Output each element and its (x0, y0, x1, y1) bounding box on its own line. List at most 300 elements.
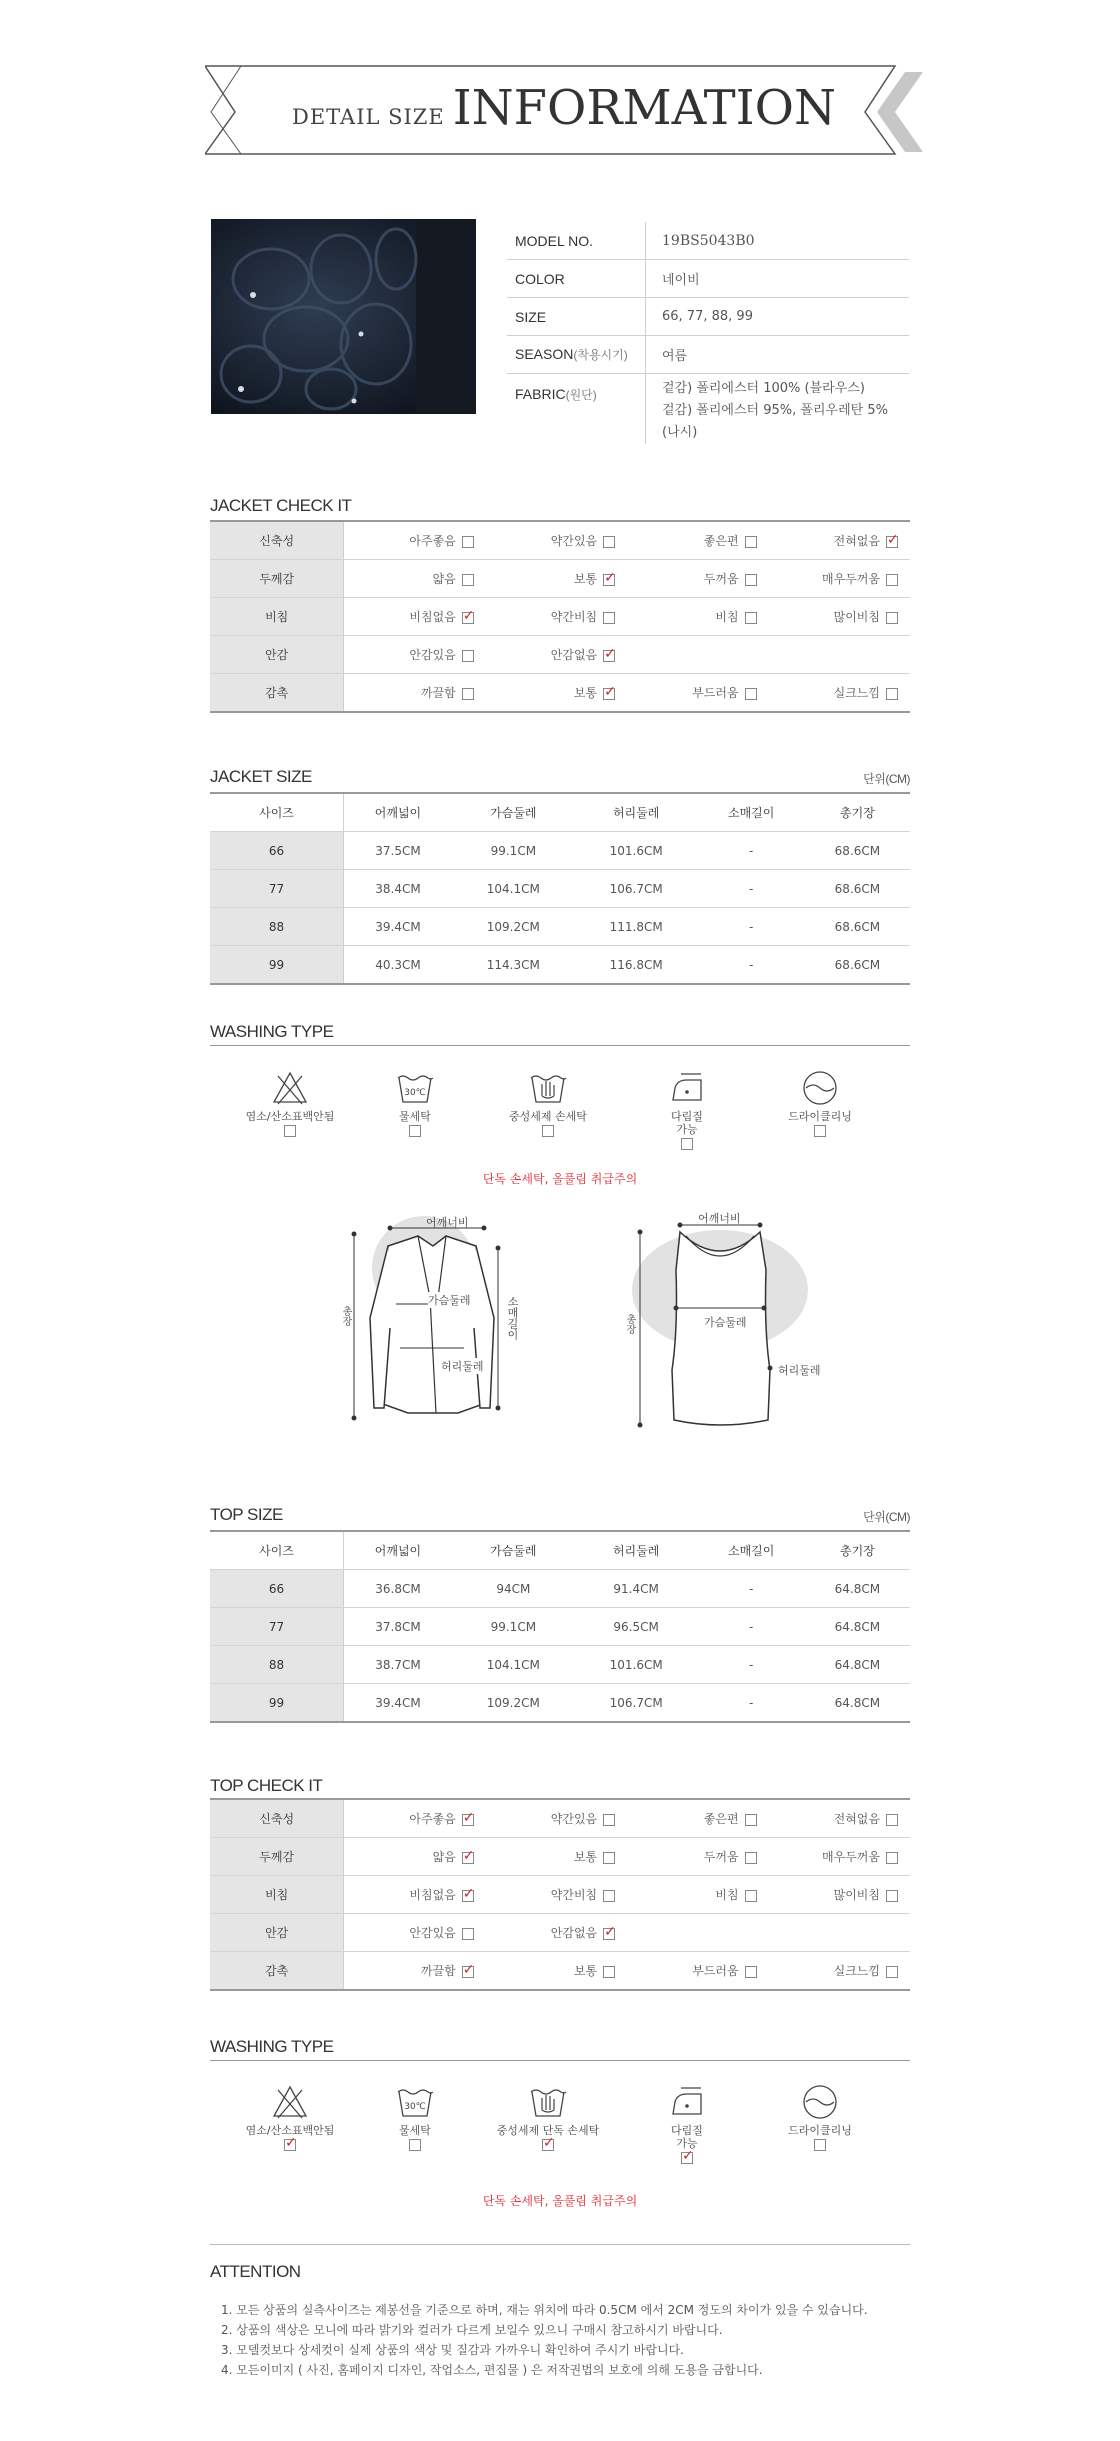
wash-label: 드라이클리닝 (788, 1110, 852, 1123)
check-option-label: 실크느낌 (833, 1964, 880, 1978)
checkbox[interactable] (462, 688, 474, 700)
washing-notice-2: 단독 손세탁, 올풀림 취급주의 (482, 2194, 638, 2208)
check-option (486, 521, 627, 560)
info-value: 네이비 (646, 260, 910, 298)
size-cell: 38.7CM (344, 1646, 452, 1684)
wash-item (493, 1068, 603, 1137)
iron-icon (632, 2082, 742, 2122)
check-option-label: 비침없음 (409, 610, 456, 624)
size-header-cell: 어깨넓이 (344, 793, 452, 832)
size-header-cell: 가슴둘레 (452, 1531, 575, 1570)
check-option-label: 안감있음 (409, 648, 456, 662)
check-option (486, 1838, 627, 1876)
check-category: 비침 (210, 1876, 344, 1914)
check-option (769, 1952, 910, 1991)
top-size-table (210, 1530, 910, 1723)
check-row (210, 1838, 910, 1876)
check-option-label: 보통 (573, 1850, 598, 1864)
svg-text:30℃: 30℃ (404, 1088, 426, 1098)
banner-main-title: INFORMATION (452, 80, 836, 136)
size-cell: 66 (210, 832, 344, 870)
checkbox[interactable] (603, 536, 615, 548)
size-cell: - (698, 946, 805, 985)
jacket-chest-label: 가슴둘레 (428, 1294, 471, 1307)
info-key: COLOR (507, 260, 646, 298)
check-option-label: 약간비침 (550, 1888, 598, 1902)
check-option-label: 안감없음 (550, 648, 598, 662)
size-header-cell: 총기장 (805, 793, 910, 832)
size-header-cell: 소매길이 (698, 793, 805, 832)
product-photo (211, 219, 476, 414)
size-header-cell: 사이즈 (210, 1531, 344, 1570)
size-cell: 104.1CM (452, 870, 575, 908)
check-option (486, 636, 627, 674)
checkbox[interactable] (603, 612, 615, 624)
hand-wash-icon (493, 2082, 603, 2122)
washing-type-title: WASHING TYPE (210, 1022, 334, 1041)
wash-checkbox[interactable] (284, 1125, 296, 1137)
check-option-label: 두꺼움 (703, 1850, 739, 1864)
check-category: 안감 (210, 636, 344, 674)
size-cell: 91.4CM (575, 1570, 698, 1608)
checkbox[interactable] (886, 1852, 898, 1864)
top-diagram (620, 1210, 830, 1450)
wash-label: 염소/산소표백안됨 (245, 1110, 335, 1123)
check-option-label: 많이비침 (833, 1888, 880, 1902)
check-category: 감촉 (210, 674, 344, 713)
size-cell: 64.8CM (805, 1570, 910, 1608)
size-cell: 39.4CM (344, 908, 452, 946)
check-option-label: 매우두꺼움 (822, 572, 880, 586)
info-row-model (507, 222, 909, 260)
wash-item (235, 2082, 345, 2151)
size-cell: 88 (210, 908, 344, 946)
attention-item: 3. 모델컷보다 상세컷이 실제 상품의 색상 및 질감과 가까우니 확인하여 주시기 바랍니다. (221, 2343, 684, 2357)
size-row (210, 1684, 910, 1723)
check-row (210, 674, 910, 713)
check-option-label: 보통 (573, 686, 598, 700)
check-category: 신축성 (210, 521, 344, 560)
checkbox[interactable] (603, 1928, 615, 1940)
check-row (210, 1952, 910, 1991)
check-option-label: 얇음 (432, 1850, 456, 1864)
size-cell: 38.4CM (344, 870, 452, 908)
size-header-cell: 사이즈 (210, 793, 344, 832)
check-row (210, 636, 910, 674)
banner-subtitle: DETAIL SIZE (292, 105, 445, 129)
check-option (769, 560, 910, 598)
attention-item: 2. 상품의 색상은 모니에 따라 밝기와 컬러가 다르게 보일수 있으니 구매시 참고하시기 바랍니다. (221, 2323, 723, 2337)
check-option (486, 1952, 627, 1991)
check-option (769, 674, 910, 713)
divider (210, 2244, 910, 2245)
wash-checkbox[interactable] (681, 1138, 693, 1150)
check-option-label: 약간있음 (550, 1812, 598, 1826)
wash-checkbox[interactable] (542, 1125, 554, 1137)
check-option-label: 비침없음 (409, 1888, 456, 1902)
check-option-label: 약간있음 (550, 534, 598, 548)
wash-label: 다림질 가능 (671, 1110, 703, 1136)
size-cell: 88 (210, 1646, 344, 1684)
size-cell: 64.8CM (805, 1684, 910, 1723)
top-length-label: 총장 (624, 1314, 635, 1334)
checkbox[interactable] (745, 536, 757, 548)
banner (205, 62, 923, 160)
check-option-label: 두꺼움 (703, 572, 739, 586)
check-option-label: 안감있음 (409, 1926, 456, 1940)
checkbox[interactable] (745, 612, 757, 624)
size-row (210, 908, 910, 946)
check-option-label: 비침 (715, 1888, 739, 1902)
size-cell: - (698, 908, 805, 946)
wash-checkbox[interactable] (814, 1125, 826, 1137)
attention-title: ATTENTION (210, 2262, 301, 2281)
size-cell: 106.7CM (575, 870, 698, 908)
jacket-check-title: JACKET CHECK IT (210, 496, 352, 515)
jacket-shoulder-label: 어깨너비 (426, 1216, 469, 1229)
check-option (344, 1914, 486, 1952)
info-key: SIZE (507, 298, 646, 336)
size-row (210, 870, 910, 908)
top-check-title: TOP CHECK IT (210, 1776, 323, 1795)
checkbox[interactable] (745, 1966, 757, 1978)
check-option (769, 521, 910, 560)
wash-item (632, 1068, 742, 1150)
check-option (627, 560, 768, 598)
check-option-label: 좋은편 (703, 1812, 739, 1826)
size-cell: - (698, 1570, 805, 1608)
checkbox[interactable] (462, 612, 474, 624)
check-option (627, 636, 768, 674)
check-option-label: 보통 (573, 572, 598, 586)
size-cell: 96.5CM (575, 1608, 698, 1646)
jacket-waist-label: 허리둘레 (441, 1360, 484, 1373)
checkbox[interactable] (886, 688, 898, 700)
check-row (210, 560, 910, 598)
size-cell: 109.2CM (452, 1684, 575, 1723)
size-cell: 36.8CM (344, 1570, 452, 1608)
check-option (627, 1838, 768, 1876)
top-size-heading (210, 1505, 910, 1525)
checkbox[interactable] (745, 1814, 757, 1826)
info-key: MODEL NO. (507, 222, 646, 260)
checkbox[interactable] (462, 1890, 474, 1902)
wash-checkbox[interactable] (409, 2139, 421, 2151)
size-cell: 101.6CM (575, 832, 698, 870)
banner-title (205, 80, 923, 136)
wash-checkbox[interactable] (284, 2139, 296, 2151)
size-cell: 68.6CM (805, 870, 910, 908)
check-option-label: 매우두꺼움 (822, 1850, 880, 1864)
check-category: 신축성 (210, 1799, 344, 1838)
wash-item (235, 1068, 345, 1137)
jacket-size-heading (210, 767, 910, 787)
size-cell: 77 (210, 1608, 344, 1646)
check-option (486, 598, 627, 636)
wash-item (765, 2082, 875, 2151)
check-option (344, 1952, 486, 1991)
checkbox[interactable] (462, 650, 474, 662)
size-header-cell: 허리둘레 (575, 793, 698, 832)
top-shoulder-label: 어깨너비 (698, 1212, 741, 1225)
size-cell: 64.8CM (805, 1608, 910, 1646)
divider (210, 2060, 910, 2061)
check-row (210, 598, 910, 636)
check-option-label: 많이비침 (833, 610, 880, 624)
divider (210, 1045, 910, 1046)
jacket-length-label: 총장 (340, 1306, 351, 1326)
size-cell: 99 (210, 946, 344, 985)
washing-notice: 단독 손세탁, 올풀림 취급주의 (482, 1172, 638, 1186)
checkbox[interactable] (886, 1966, 898, 1978)
checkbox[interactable] (462, 1852, 474, 1864)
size-cell: 37.8CM (344, 1608, 452, 1646)
jacket-size-title: JACKET SIZE (210, 767, 312, 786)
check-option (344, 674, 486, 713)
check-category: 두께감 (210, 560, 344, 598)
check-option (769, 1799, 910, 1838)
checkbox[interactable] (603, 1890, 615, 1902)
check-option (627, 674, 768, 713)
size-cell: - (698, 832, 805, 870)
size-row (210, 832, 910, 870)
checkbox[interactable] (886, 574, 898, 586)
checkbox[interactable] (462, 1928, 474, 1940)
wash-label: 물세탁 (399, 1110, 431, 1123)
size-header-row (210, 793, 910, 832)
size-cell: 66 (210, 1570, 344, 1608)
size-header-row (210, 1531, 910, 1570)
check-option (769, 598, 910, 636)
size-row (210, 1646, 910, 1684)
checkbox[interactable] (462, 536, 474, 548)
check-row (210, 1914, 910, 1952)
info-value: 19BS5043B0 (646, 222, 910, 260)
attention-item: 4. 모든이미지 ( 사진, 홈페이지 디자인, 작업소스, 편집물 ) 은 저작권법의 보호에 의해 도용을 금합니다. (221, 2363, 763, 2377)
check-row (210, 521, 910, 560)
top-check-table (210, 1798, 910, 1991)
size-cell: - (698, 1684, 805, 1723)
size-cell: 39.4CM (344, 1684, 452, 1723)
check-option (627, 521, 768, 560)
size-header-cell: 허리둘레 (575, 1531, 698, 1570)
check-option-label: 아주좋음 (409, 534, 456, 548)
checkbox[interactable] (603, 1966, 615, 1978)
checkbox[interactable] (745, 1890, 757, 1902)
check-option (486, 1914, 627, 1952)
size-row (210, 946, 910, 985)
check-option-label: 실크느낌 (833, 686, 880, 700)
jacket-size-table (210, 792, 910, 985)
size-header-cell: 어깨넓이 (344, 1531, 452, 1570)
top-size-unit: 단위(CM) (863, 1510, 910, 1524)
checkbox[interactable] (886, 1814, 898, 1826)
wash-checkbox[interactable] (542, 2139, 554, 2151)
jacket-size-unit: 단위(CM) (863, 772, 910, 786)
check-option (344, 636, 486, 674)
checkbox[interactable] (603, 650, 615, 662)
checkbox[interactable] (745, 688, 757, 700)
size-cell: 101.6CM (575, 1646, 698, 1684)
size-cell: 94CM (452, 1570, 575, 1608)
jacket-diagram (338, 1208, 578, 1448)
no-bleach-icon (235, 2082, 345, 2122)
check-option (769, 1914, 910, 1952)
wash-item (765, 1068, 875, 1137)
check-option (769, 1876, 910, 1914)
size-cell: 64.8CM (805, 1646, 910, 1684)
checkbox[interactable] (886, 612, 898, 624)
info-row-size (507, 298, 909, 336)
size-cell: 104.1CM (452, 1646, 575, 1684)
size-cell: 40.3CM (344, 946, 452, 985)
check-option-label: 보통 (573, 1964, 598, 1978)
size-header-cell: 소매길이 (698, 1531, 805, 1570)
check-option-label: 부드러움 (692, 686, 739, 700)
check-option-label: 부드러움 (692, 1964, 739, 1978)
wash-checkbox[interactable] (681, 2152, 693, 2164)
wash-30-icon (360, 1068, 470, 1108)
check-category: 두께감 (210, 1838, 344, 1876)
size-header-cell: 가슴둘레 (452, 793, 575, 832)
wash-label: 중성세제 단독 손세탁 (496, 2124, 600, 2137)
product-info-table (507, 222, 909, 444)
size-cell: 116.8CM (575, 946, 698, 985)
checkbox[interactable] (745, 574, 757, 586)
checkbox[interactable] (886, 536, 898, 548)
size-cell: 68.6CM (805, 946, 910, 985)
check-option-label: 까끌함 (420, 1964, 456, 1978)
jacket-sleeve-label: 소매길이 (506, 1296, 519, 1340)
size-row (210, 1570, 910, 1608)
check-option (344, 521, 486, 560)
info-key: FABRIC(원단) (507, 374, 646, 445)
check-option-label: 약간비침 (550, 610, 598, 624)
size-header-cell: 총기장 (805, 1531, 910, 1570)
check-option-label: 전혀없음 (833, 534, 880, 548)
checkbox[interactable] (603, 1814, 615, 1826)
check-option (486, 1799, 627, 1838)
attention-item: 1. 모든 상품의 실측사이즈는 제봉선을 기준으로 하며, 재는 위치에 따라 0.5CM 에서 2CM 정도의 차이가 있을 수 있습니다. (221, 2303, 868, 2317)
size-cell: 68.6CM (805, 908, 910, 946)
hand-wash-icon (493, 1068, 603, 1108)
info-row-color (507, 260, 909, 298)
check-category: 감촉 (210, 1952, 344, 1991)
dry-clean-icon (765, 2082, 875, 2122)
check-option (486, 560, 627, 598)
size-cell: - (698, 1608, 805, 1646)
wash-item (360, 1068, 470, 1137)
check-option (344, 1799, 486, 1838)
top-waist-label: 허리둘레 (778, 1364, 821, 1377)
size-cell: 111.8CM (575, 908, 698, 946)
check-option (344, 598, 486, 636)
size-cell: - (698, 1646, 805, 1684)
iron-icon (632, 1068, 742, 1108)
wash-label: 드라이클리닝 (788, 2124, 852, 2137)
check-option (769, 636, 910, 674)
jacket-check-table (210, 520, 910, 713)
info-key: SEASON(착용시기) (507, 336, 646, 374)
checkbox[interactable] (603, 1852, 615, 1864)
top-chest-label: 가슴둘레 (704, 1316, 747, 1329)
checkbox[interactable] (886, 1890, 898, 1902)
wash-item (632, 2082, 742, 2164)
check-option (344, 560, 486, 598)
size-cell: 99.1CM (452, 1608, 575, 1646)
checkbox[interactable] (462, 574, 474, 586)
washing-row-2 (210, 2082, 910, 2202)
check-option-label: 까끌함 (420, 686, 456, 700)
wash-checkbox[interactable] (814, 2139, 826, 2151)
check-option (344, 1838, 486, 1876)
wash-item (360, 2082, 470, 2151)
size-cell: 37.5CM (344, 832, 452, 870)
info-row-season (507, 336, 909, 374)
check-category: 안감 (210, 1914, 344, 1952)
size-cell: 106.7CM (575, 1684, 698, 1723)
check-option-label: 전혀없음 (833, 1812, 880, 1826)
check-option-label: 얇음 (432, 572, 456, 586)
checkbox[interactable] (603, 688, 615, 700)
checkbox[interactable] (462, 1966, 474, 1978)
wash-label: 중성세제 손세탁 (509, 1110, 587, 1123)
check-option-label: 좋은편 (703, 534, 739, 548)
check-option (769, 1838, 910, 1876)
svg-text:30℃: 30℃ (404, 2102, 426, 2112)
info-row-fabric (507, 374, 909, 445)
size-cell: 77 (210, 870, 344, 908)
check-option-label: 안감없음 (550, 1926, 598, 1940)
check-row (210, 1876, 910, 1914)
size-cell: 99 (210, 1684, 344, 1723)
info-value: 여름 (646, 336, 910, 374)
checkbox[interactable] (462, 1814, 474, 1826)
size-cell: 99.1CM (452, 832, 575, 870)
info-value: 겉감) 폴리에스터 100% (블라우스) 겉감) 폴리에스터 95%, 폴리우레탄 5% (나시) (662, 381, 888, 440)
wash-label: 다림질 가능 (671, 2124, 703, 2150)
top-size-title: TOP SIZE (210, 1505, 283, 1524)
wash-30-icon (360, 2082, 470, 2122)
check-option-label: 비침 (715, 610, 739, 624)
washing-type-title-2: WASHING TYPE (210, 2037, 334, 2056)
check-option (627, 1914, 768, 1952)
check-option-label: 아주좋음 (409, 1812, 456, 1826)
no-bleach-icon (235, 1068, 345, 1108)
dry-clean-icon (765, 1068, 875, 1108)
wash-checkbox[interactable] (409, 1125, 421, 1137)
info-value: 66, 77, 88, 99 (646, 298, 910, 336)
check-option (627, 1952, 768, 1991)
size-cell: 114.3CM (452, 946, 575, 985)
wash-item (493, 2082, 603, 2151)
size-cell: 68.6CM (805, 832, 910, 870)
check-option (627, 598, 768, 636)
check-category: 비침 (210, 598, 344, 636)
check-option (344, 1876, 486, 1914)
size-cell: - (698, 870, 805, 908)
check-option (627, 1876, 768, 1914)
wash-label: 염소/산소표백안됨 (245, 2124, 335, 2137)
wash-label: 물세탁 (399, 2124, 431, 2137)
checkbox[interactable] (745, 1852, 757, 1864)
size-row (210, 1608, 910, 1646)
check-option (486, 1876, 627, 1914)
check-option (627, 1799, 768, 1838)
checkbox[interactable] (603, 574, 615, 586)
size-cell: 109.2CM (452, 908, 575, 946)
check-row (210, 1799, 910, 1838)
